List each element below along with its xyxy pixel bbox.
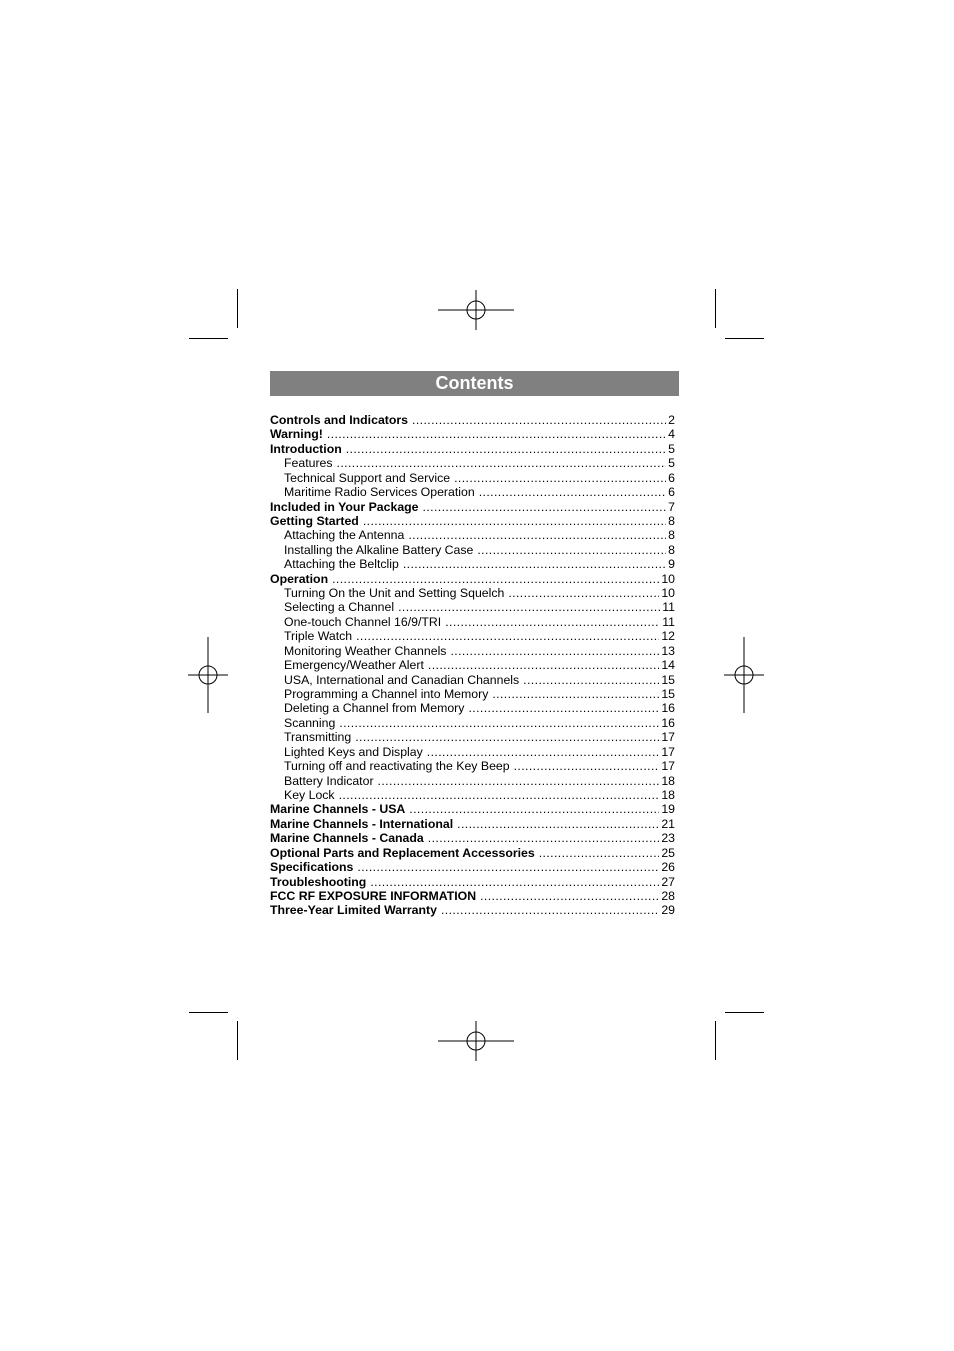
toc-entry[interactable] [270,846,675,860]
dot-leader [408,528,666,542]
toc-entry[interactable] [270,500,675,514]
toc-entry[interactable] [270,745,675,759]
toc-page-number: 18 [661,773,675,788]
toc-entry[interactable] [270,456,675,470]
toc-entry[interactable] [270,629,675,643]
dot-leader [477,543,666,557]
toc-page-number: 18 [661,787,675,802]
toc-entry-title: Maritime Radio Services Operation [284,485,475,500]
toc-entry[interactable] [270,543,675,557]
dot-leader [363,514,666,528]
toc-entry-title: Marine Channels - Canada [270,831,424,846]
toc-entry[interactable] [270,673,675,687]
dot-leader [427,745,660,759]
toc-entry-title: Optional Parts and Replacement Accessories [270,845,535,860]
toc-entry[interactable] [270,860,675,874]
toc-entry[interactable] [270,875,675,889]
toc-page-number: 2 [668,413,675,427]
toc-page-number: 11 [662,614,675,629]
toc-page-number: 15 [661,687,675,702]
toc-entry[interactable] [270,788,675,802]
toc-entry[interactable] [270,586,675,600]
toc-entry-title: Technical Support and Service [284,470,451,485]
toc-page-number: 21 [661,816,675,831]
toc-page-number: 16 [661,701,675,716]
toc-entry-title: Scanning [284,715,336,730]
dot-leader [441,903,659,917]
toc-entry[interactable] [270,600,675,614]
dot-leader [398,600,660,614]
toc-entry-title: Emergency/Weather Alert [284,658,424,673]
toc-entry-title: Turning off and reactivating the Key Beep [284,759,510,774]
toc-entry-title: Included in Your Package [270,499,419,514]
toc-entry[interactable] [270,701,675,715]
toc-page-number: 7 [668,499,675,514]
toc-entry-title: Getting Started [270,513,359,528]
dot-leader [339,716,659,730]
toc-page-number: 25 [661,845,675,860]
toc-entry[interactable] [270,413,675,427]
dot-leader [480,889,659,903]
crop-mark-top-right-horizontal [725,338,764,339]
toc-entry-title: Lighted Keys and Display [284,744,423,759]
dot-leader [423,500,667,514]
crop-mark-bottom-right-vertical [715,1021,716,1060]
dot-leader [332,572,659,586]
toc-entry-title: Transmitting [284,730,352,745]
toc-entry[interactable] [270,658,675,672]
toc-page-number: 26 [661,860,675,875]
toc-entry[interactable] [270,730,675,744]
dot-leader [450,644,659,658]
toc-entry-title: Deleting a Channel from Memory [284,701,465,716]
toc-entry-title: FCC RF EXPOSURE INFORMATION [270,888,477,903]
toc-page-number: 10 [661,586,675,601]
toc-page-number: 8 [668,513,675,528]
dot-leader [339,788,660,802]
toc-page-number: 29 [661,903,675,918]
toc-page-number: 8 [668,542,675,557]
toc-entry[interactable] [270,427,675,441]
toc-entry[interactable] [270,572,675,586]
table-of-contents [270,413,675,918]
toc-entry-title: Warning! [270,427,323,442]
toc-entry-title: Turning On the Unit and Setting Squelch [284,586,505,601]
toc-entry-title: Marine Channels - USA [270,802,406,817]
toc-entry-title: Battery Indicator [284,773,374,788]
dot-leader [337,456,667,470]
toc-page-number: 19 [661,802,675,817]
crop-mark-bottom-right-horizontal [725,1012,764,1013]
dot-leader [428,831,660,845]
toc-page-number: 28 [661,888,675,903]
toc-page-number: 17 [661,730,675,745]
toc-entry-title: Selecting a Channel [284,600,395,615]
toc-page-number: 14 [661,658,675,673]
toc-entry-title: Specifications [270,860,354,875]
dot-leader [539,846,660,860]
crop-mark-top-left-horizontal [189,338,228,339]
toc-page-number: 6 [668,470,675,485]
toc-page-number: 8 [668,528,675,543]
toc-page-number: 17 [661,759,675,774]
toc-entry-title: USA, International and Canadian Channels [284,672,520,687]
dot-leader [412,413,666,427]
toc-entry[interactable] [270,802,675,816]
toc-page-number: 10 [661,571,675,586]
registration-mark-right [706,637,782,713]
toc-page-number: 16 [661,715,675,730]
toc-page-number: 11 [662,600,675,615]
toc-entry-title: Attaching the Antenna [284,528,405,543]
toc-entry[interactable] [270,716,675,730]
toc-entry-title: Programming a Channel into Memory [284,687,489,702]
dot-leader [327,427,666,441]
toc-entry[interactable] [270,644,675,658]
toc-entry[interactable] [270,831,675,845]
toc-page-number: 5 [668,456,675,471]
crop-mark-top-left-vertical [237,289,238,328]
toc-entry[interactable] [270,528,675,542]
dot-leader [468,701,659,715]
toc-entry-title: Introduction [270,441,342,456]
toc-page-number: 17 [661,744,675,759]
toc-page-number: 13 [661,643,675,658]
toc-page-number: 4 [668,427,675,442]
toc-entry-title: One-touch Channel 16/9/TRI [284,614,442,629]
dot-leader [492,687,659,701]
toc-entry-title: Attaching the Beltclip [284,557,399,572]
toc-entry-title: Controls and Indicators [270,413,409,427]
toc-page-number: 5 [668,441,675,456]
toc-entry[interactable] [270,903,675,917]
toc-page-number: 9 [668,557,675,572]
toc-entry[interactable] [270,471,675,485]
dot-leader [370,875,659,889]
dot-leader [445,615,660,629]
toc-entry[interactable] [270,514,675,528]
toc-page-number: 23 [661,831,675,846]
dot-leader [457,817,659,831]
dot-leader [514,759,660,773]
toc-entry-title: Features [284,456,333,471]
toc-entry-title: Operation [270,571,329,586]
toc-entry-title: Monitoring Weather Channels [284,643,447,658]
toc-page-number: 27 [661,874,675,889]
dot-leader [454,471,666,485]
toc-entry-title: Installing the Alkaline Battery Case [284,542,474,557]
crop-mark-top-right-vertical [715,289,716,328]
toc-entry-title: Three-Year Limited Warranty [270,903,437,918]
dot-leader [355,730,659,744]
registration-mark-bottom [438,1003,514,1079]
dot-leader [403,557,666,571]
toc-entry[interactable] [270,889,675,903]
toc-page-number: 6 [668,485,675,500]
dot-leader [357,860,659,874]
dot-leader [346,442,666,456]
dot-leader [409,802,659,816]
toc-entry[interactable] [270,817,675,831]
contents-title: Contents [270,371,679,396]
dot-leader [508,586,659,600]
toc-entry[interactable] [270,615,675,629]
toc-entry[interactable] [270,442,675,456]
toc-entry[interactable] [270,485,675,499]
toc-entry[interactable] [270,774,675,788]
dot-leader [523,673,659,687]
registration-mark-top [438,272,514,348]
dot-leader [479,485,666,499]
toc-page-number: 12 [661,629,675,644]
toc-entry[interactable] [270,557,675,571]
toc-entry-title: Key Lock [284,787,335,802]
toc-entry[interactable] [270,687,675,701]
toc-entry[interactable] [270,759,675,773]
dot-leader [428,658,659,672]
crop-mark-bottom-left-vertical [237,1021,238,1060]
dot-leader [356,629,659,643]
registration-mark-left [170,637,246,713]
dot-leader [378,774,660,788]
toc-entry-title: Triple Watch [284,629,353,644]
toc-entry-title: Troubleshooting [270,874,367,889]
toc-page-number: 15 [661,672,675,687]
toc-entry-title: Marine Channels - International [270,816,454,831]
crop-mark-bottom-left-horizontal [189,1012,228,1013]
